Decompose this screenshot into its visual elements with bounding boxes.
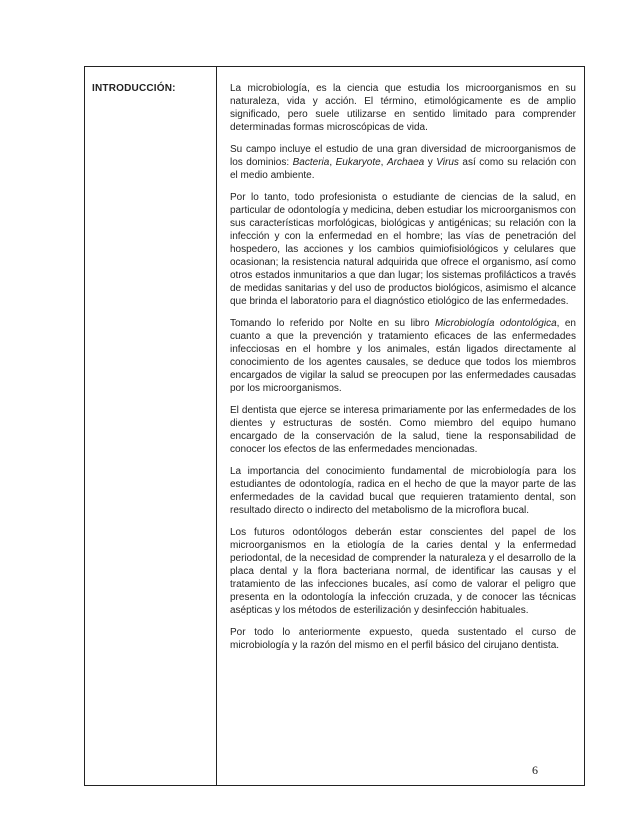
paragraph-future-dentists: Los futuros odontólogos deberán estar conscientes del papel de los microorganismos en la etiología de la caries dental y la enfermedad periodontal, de la necesidad de comprender la naturaleza y el desarrollo de la placa dental y la flora bacteriana normal, de identificar las causas y el tratamiento de las infecciones bucales, así como de valorar el peligro que presenta en la odontología la infección cruzada, y de conocer las técnicas asépticas y los métodos de esterilización y desinfección habituales. bbox=[230, 527, 576, 616]
intro-content bbox=[230, 82, 576, 661]
domain-bacteria: Bacteria bbox=[292, 157, 330, 168]
domain-virus: Virus bbox=[436, 157, 459, 168]
domains-text-before: Su campo incluye el estudio de una gran diversidad de microorganismos de los dominios: bbox=[230, 144, 576, 168]
domain-separator: , bbox=[329, 157, 336, 168]
domain-archaea: Archaea bbox=[386, 157, 425, 168]
paragraph-domains bbox=[230, 143, 576, 182]
domain-separator: , bbox=[380, 157, 387, 168]
intro-table bbox=[84, 66, 585, 786]
paragraph-dentist: El dentista que ejerce se interesa primariamente por las enfermedades de los dientes y estructuras de sostén. Como miembro del equipo humano encargado de la conservación de la salud, tiene la responsabilidad de conocer los efectos de las enfermedades mencionadas. bbox=[230, 405, 576, 455]
book-title: Microbiología odontológica bbox=[434, 318, 557, 329]
paragraph-nolte bbox=[230, 317, 576, 395]
paragraph-professionals: Por lo tanto, todo profesionista o estudiante de ciencias de la salud, en particular de odontología y medicina, deben estudiar los microorganismos con sus características morfológicas, biológicas y antigénicas; su relación con la infección y con la enfermedad en el hombre; las vías de penetración del hospedero, las acciones y los cambios quimiofisiológicos y celulares que ocasionan; la resistencia natural adquirida que ofrece el organismo, así como otros estados inmunitarios a que dan lugar; los sistemas profilácticos a través de medidas sanitarias y del uso de productos biológicos, asimismo el alcance que brinda el laboratorio para el diagnóstico etiológico de las enfermedades. bbox=[230, 192, 576, 307]
paragraph-conclusion: Por todo lo anteriormente expuesto, queda sustentado el curso de microbiología y la razón del mismo en el perfil básico del cirujano dentista. bbox=[230, 627, 576, 651]
column-divider bbox=[216, 67, 217, 785]
nolte-text-before: Tomando lo referido por Nolte en su libro bbox=[230, 318, 435, 329]
domain-separator: y bbox=[424, 157, 437, 168]
section-label: INTRODUCCIÓN: bbox=[92, 83, 176, 94]
domains-text-after: así como su relación con el medio ambiente. bbox=[230, 157, 577, 181]
domain-eukaryote: Eukaryote bbox=[335, 157, 381, 168]
paragraph-importance: La importancia del conocimiento fundamental de microbiología para los estudiantes de odontología, radica en el hecho de que la mayor parte de las enfermedades de la cavidad bucal que requieren tratamiento dental, son resultado directo o indirecto del metabolismo de la microflora bucal. bbox=[230, 466, 576, 516]
nolte-text-after: , en cuanto a que la prevención y tratamiento eficaces de las enfermedades infecciosas en el hombre y los animales, están ligados directamente al conocimiento de los agentes causales, se deduce que todos los miembros encargados de vigilar la salud se preocupen por las enfermedades causadas por los microorganismos. bbox=[230, 318, 576, 394]
paragraph-definition: La microbiología, es la ciencia que estudia los microorganismos en su naturaleza, vida y acción. El término, etimológicamente es de amplio significado, pero suele utilizarse en sentido limitado para comprender determinadas formas microscópicas de vida. bbox=[230, 83, 576, 133]
page-number: 6 bbox=[532, 763, 538, 777]
